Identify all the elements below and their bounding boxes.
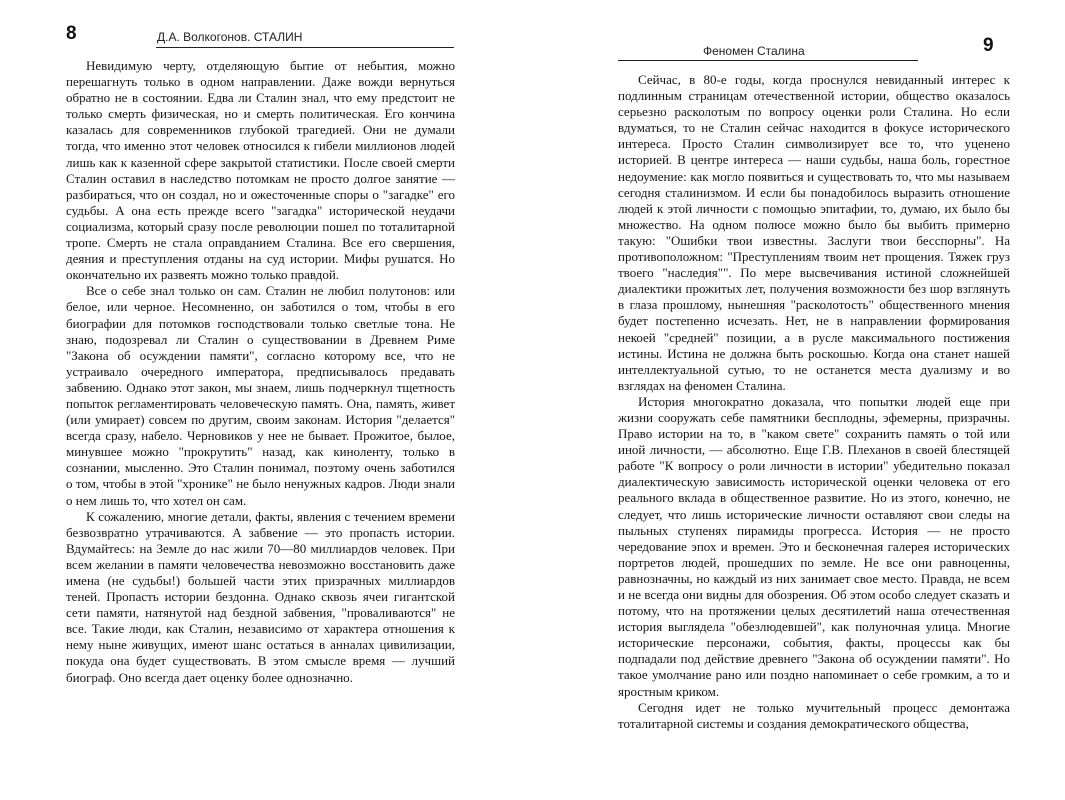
body-text (618, 72, 1010, 732)
header-rule (618, 60, 918, 61)
header-rule (156, 47, 454, 48)
paragraph: Невидимую черту, отделяющую бытие от небытия, можно перешагнуть только в одном направлении. Даже вожди вернуться обратно не в состоянии. Едва ли Сталин знал, что ему предстоит не только смерть физическая, но и смерть политическая. Его кончина казалась для современников глубокой трагедией. Они не думали тогда, что именно этот человек относился к гибели миллионов людей лишь как к казенной сфере закрытой статистики. После своей смерти Сталин оставил в наследство потомкам не просто долгое занятие — разбираться, что он создал, но и ожесточенные споры о "загадке" его судьбы. А она есть прежде всего "загадка" исторической неудачи социализма, который сразу после революции пошел по тоталитарной тропе. Смерть не стала оправданием Сталина. Все его свершения, деяния и преступления отданы на суд истории. Мифы рушатся. Но окончательно их развеять можно только правдой. (66, 58, 455, 283)
paragraph: Сегодня идет не только мучительный процесс демонтажа тоталитарной системы и создания демократического общества, (618, 699, 1010, 731)
paragraph: Сейчас, в 80-е годы, когда проснулся невиданный интерес к подлинным страницам отечественной истории, общество оказалось серьезно расколотым по вопросу оценки роли Сталина. Но если вдуматься, то не Сталин сейчас находится в фокусе исторического интереса. Просто Сталин символизирует все то, что уценено историей. В центре интереса — наши судьбы, наша боль, горестное недоумение: как могло появиться и существовать то, что мы называем сегодня сталинизмом. И если бы понадобилось выразить отношение людей к этой личности с помощью эпитафии, то, думаю, их было бы множество. На одном полюсе можно было бы выбить примерно такую: "Ошибки твои известны. Заслуги твои бесспорны". На противоположном: "Преступлениям твоим нет прощения. Тяжек груз твоего "наследия"". По мере высвечивания истиной сложнейшей диалектики прожитых лет, получения возможности без шор взглянуть в глаза прошлому, нынешняя "расколотость" общественного мнения будет постепенно исчезать. Нет, не в направлении формирования некоей "средней" позиции, а в русле максимального постижения истины. Истина не должна быть роскошью. Когда она станет нашей интеллектуальной сутью, то не останется места дуализму и во взглядах на феномен Сталина. (618, 72, 1010, 393)
paragraph: История многократно доказала, что попытки людей еще при жизни сооружать себе памятники бесплодны, эфемерны, призрачны. Право истории на то, в "каком свете" сохранить память о той или иной личности, — абсолютно. Еще Г.В. Плеханов в своей блестящей работе "К вопросу о роли личности в истории" убедительно показал диалектическую зависимость исторической оценки человека от его реального вклада в общественное развитие. Но из этого, конечно, не следует, что лишь исторические личности оставляют свои следы на пыльных ступенях пирамиды прогресса. История — не просто чередование эпох и времен. Это и бесконечная галерея исторических портретов людей, прошедших по земле. Не все они равноценны, равнозначны, но каждый из них занимает свое место. Правда, не всем и не всегда они видны для обозрения. Об этом особо следует сказать и потому, что на протяжении целых десятилетий наша отечественная история выглядела "обезлюдевшей", как полуночная улица. Многие исторические персонажи, события, факты, процессы как бы подпадали под действие древнего "Закона об осуждении памяти". Но такое умолчание рано или поздно напоминает о себе громким, а то и яростным криком. (618, 393, 1010, 699)
page-number: 9 (983, 35, 994, 56)
running-head: Д.А. Волкогонов. СТАЛИН (157, 30, 303, 44)
running-head: Феномен Сталина (703, 44, 805, 58)
right-page (532, 0, 1065, 800)
paragraph: Все о себе знал только он сам. Сталин не любил полутонов: или белое, или черное. Несомненно, он заботился о том, чтобы в его биографии для потомков господствовали только светлые тона. Не знаю, подозревал ли Сталин о существовании в Древнем Риме "Закона об осуждении памяти", согласно которому все, что не устраивало очередного императора, предписывалось предавать забвению. Однако этот закон, мы знаем, лишь подчеркнул тщетность попыток регламентировать человеческую память. Она, память, живет (или умирает) совсем по другим, своим законам. История "делается" всегда сразу, набело. Черновиков у нее не бывает. Прожитое, былое, минувшее можно "прокрутить" назад, как киноленту, только в сознании, мысленно. Это Сталин понимал, поэтому очень заботился о том, чтобы в этой "хронике" не было ненужных кадров. Люди знали о нем лишь то, что хотел он сам. (66, 283, 455, 508)
body-text (66, 58, 455, 686)
paragraph: К сожалению, многие детали, факты, явления с течением времени безвозвратно утрачиваются. А забвение — это пропасть истории. Вдумайтесь: на Земле до нас жили 70—80 миллиардов человек. При всем желании в памяти человечества невозможно восстановить даже имена (не судьбы!) большей части этих призрачных миллиардов теней. Пропасть истории бездонна. Однако сквозь ячеи гигантской сети памяти, натянутой над бездной забвения, "проваливаются" не все. Такие люди, как Сталин, независимо от характера отношения к нему ныне живущих, имеют шанс остаться в анналах цивилизации, покуда она будет существовать. В этом смысле время — лучший биограф. Оно всегда дает оценку более однозначно. (66, 508, 455, 685)
page-number: 8 (66, 23, 77, 44)
left-page (0, 0, 532, 800)
